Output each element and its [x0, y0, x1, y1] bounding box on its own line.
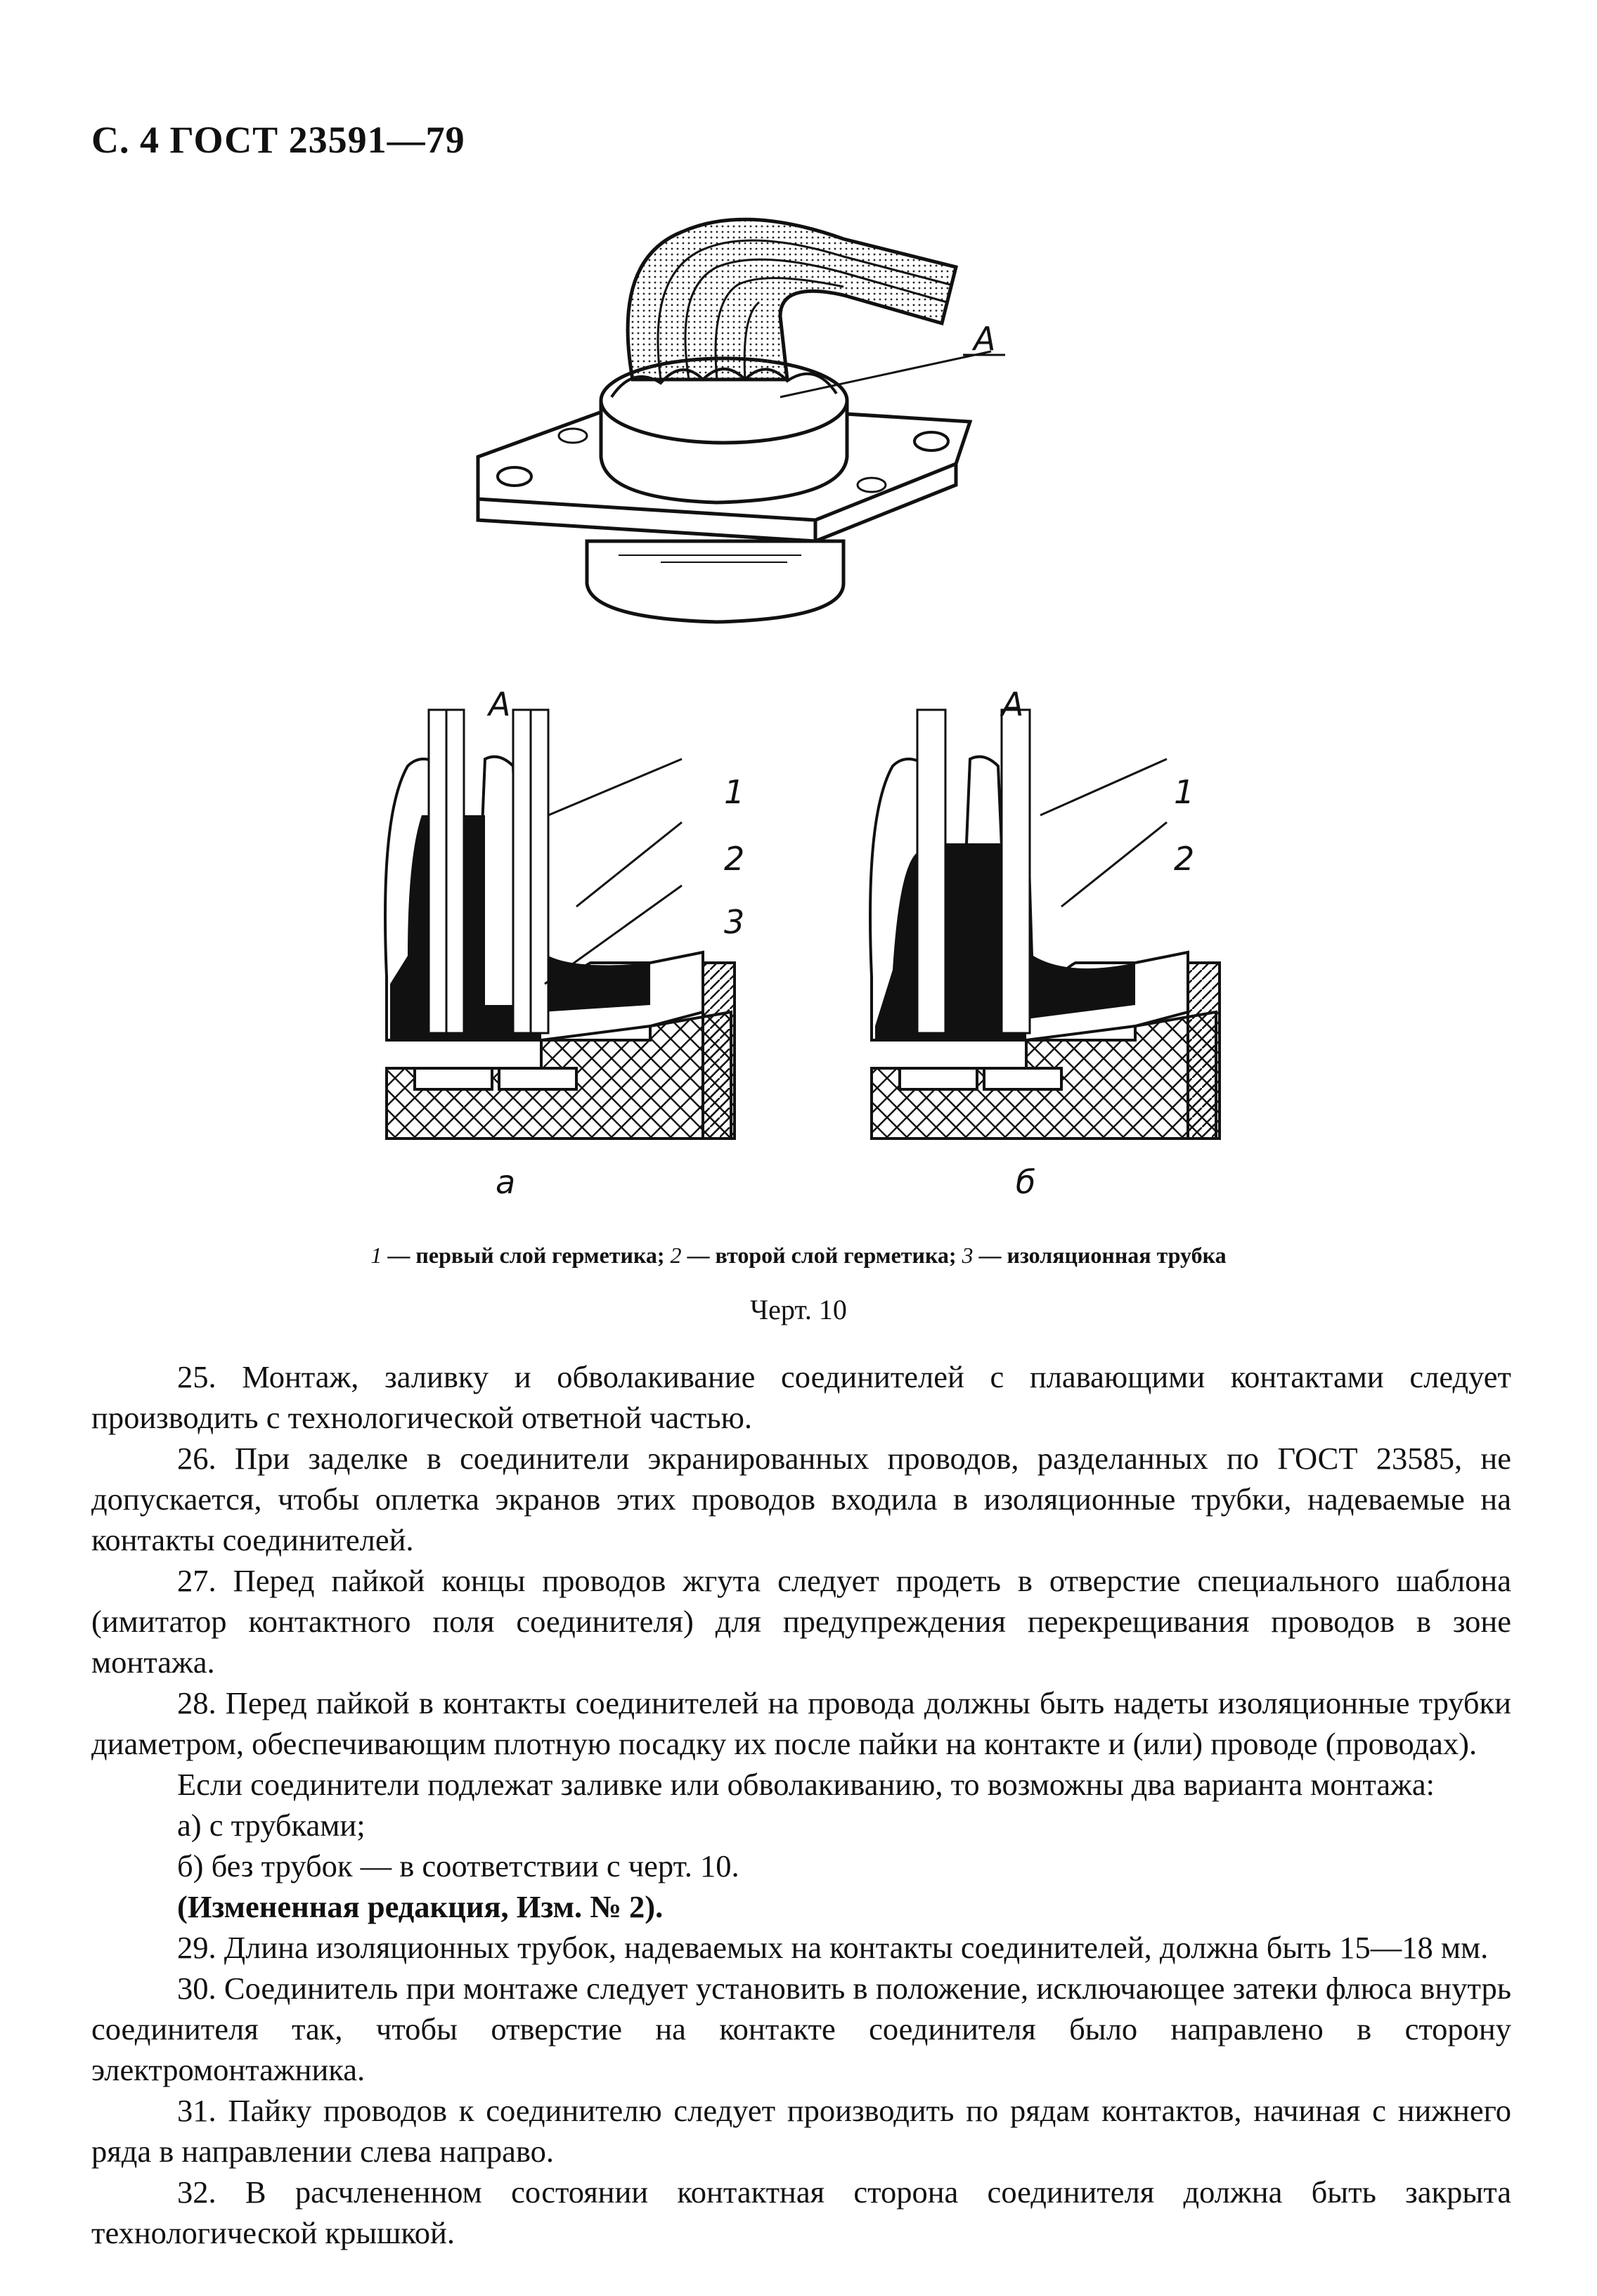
legend-text-2: — второй слой герметика; — [681, 1243, 962, 1268]
connector-illustration — [450, 190, 1026, 640]
paragraph-28-note: Если соединители подлежат заливке или обволакиванию, то возможны два варианта монтажа: — [177, 1767, 1435, 1802]
view-b-mark-1: 1 — [1174, 773, 1195, 811]
paragraph-26: 26. При заделке в соединители экранированных проводов, разделанных по ГОСТ 23585, не допускается, чтобы оплетка экранов этих проводов входила в изоляционные трубки, надеваемые на контакты соединителей. — [91, 1441, 1511, 1557]
legend-text-3: — изоляционная трубка — [973, 1243, 1227, 1268]
paragraph-28-option-a: а) с трубками; — [177, 1808, 366, 1843]
view-a-mark-2: 2 — [724, 840, 745, 878]
callout-label-a: А — [974, 320, 996, 358]
view-a-title: А — [489, 685, 511, 723]
view-a-mark-3: 3 — [724, 903, 745, 941]
page-header: С. 4 ГОСТ 23591—79 — [91, 119, 465, 161]
section-views — [366, 675, 1279, 1209]
paragraph-31: 31. Пайку проводов к соединителю следует производить по рядам контактов, начиная с нижнего ряда в направлении слева направо. — [91, 2093, 1511, 2169]
amendment-text: (Измененная редакция, Изм. № 2). — [177, 1889, 664, 1924]
legend-num-3: 3 — [962, 1243, 974, 1268]
legend-num-1: 1 — [370, 1243, 382, 1268]
figure-title: Черт. 10 — [750, 1294, 847, 1325]
view-b-sublabel: б — [1016, 1163, 1036, 1201]
view-b-drawing — [870, 710, 1220, 1139]
amendment-note — [91, 1886, 1511, 1927]
document-body — [91, 1356, 1511, 2253]
paragraph-28: 28. Перед пайкой в контакты соединителей на провода должны быть надеты изоляционные трубки диаметром, обеспечивающим плотную посадку их после пайки на контакте и (или) проводе (проводах). — [91, 1685, 1511, 1761]
view-a-mark-1: 1 — [724, 773, 745, 811]
view-b-mark-2: 2 — [1174, 840, 1195, 878]
figure-legend — [0, 1243, 1597, 1269]
view-a-drawing — [385, 710, 735, 1139]
paragraph-25: 25. Монтаж, заливку и обволакивание соединителей с плавающими контактами следует производить с технологической ответной частью. — [91, 1359, 1511, 1435]
view-a-sublabel: а — [496, 1163, 516, 1201]
paragraph-32: 32. В расчлененном состоянии контактная сторона соединителя должна быть закрыта технологической крышкой. — [91, 2174, 1511, 2250]
view-b-title: А — [1002, 685, 1024, 723]
paragraph-27: 27. Перед пайкой концы проводов жгута следует продеть в отверстие специального шаблона (имитатор контактного поля соединителя) для предупреждения перекрещивания проводов в зоне монтажа. — [91, 1563, 1511, 1680]
paragraph-28-option-b: б) без трубок — в соответствии с черт. 10. — [177, 1848, 739, 1883]
paragraph-29: 29. Длина изоляционных трубок, надеваемых на контакты соединителей, должна быть 15—18 мм. — [177, 1930, 1489, 1965]
legend-text-1: — первый слой герметика; — [382, 1243, 671, 1268]
paragraph-30: 30. Соединитель при монтаже следует установить в положение, исключающее затеки флюса внутрь соединителя так, чтобы отверстие на контакте соединителя было направлено в сторону электромонтажника. — [91, 1971, 1511, 2087]
legend-num-2: 2 — [670, 1243, 682, 1268]
